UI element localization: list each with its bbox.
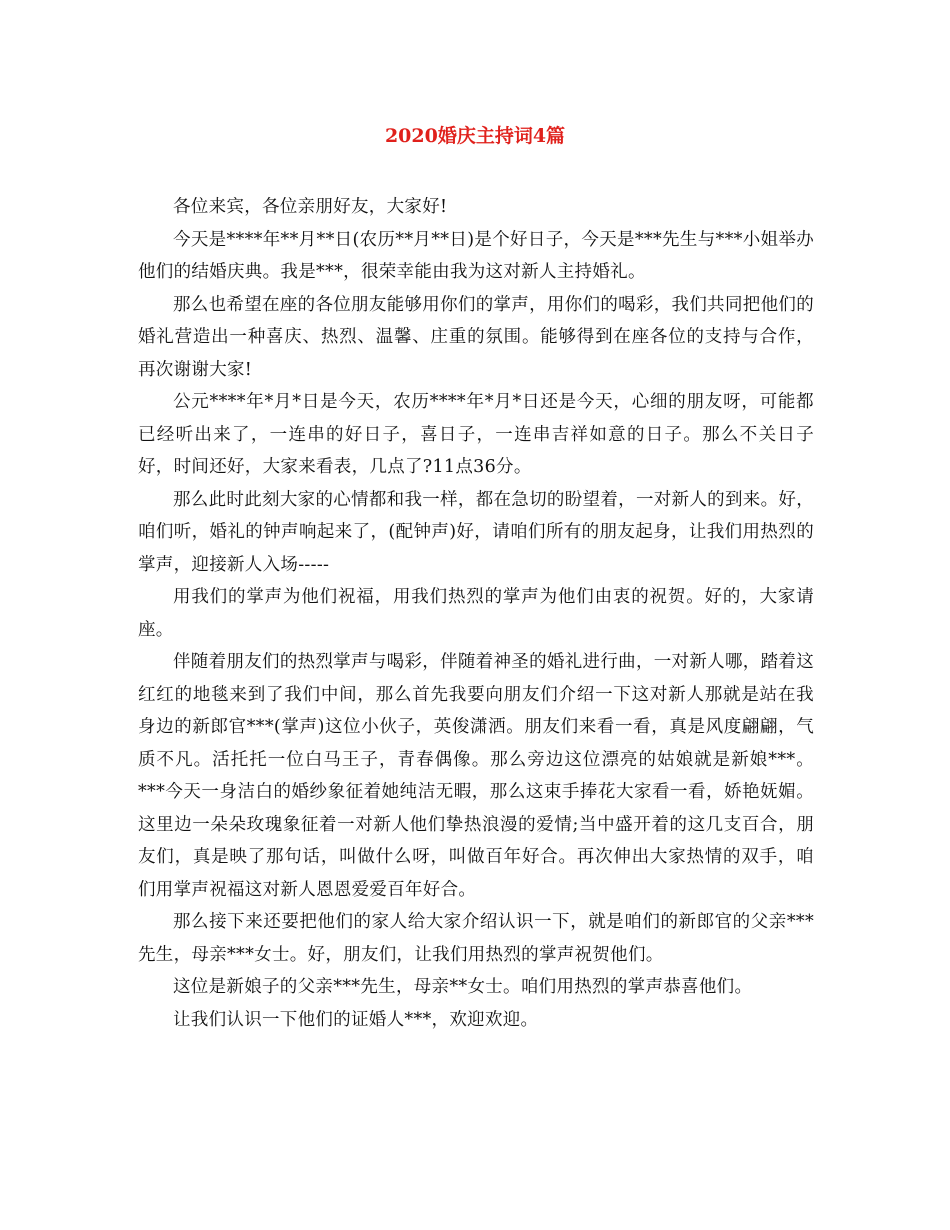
paragraph: 今天是****年**月**日(农历**月**日)是个好日子，今天是***先生与***小姐举办他们的结婚庆典。我是***，很荣幸能由我为这对新人主持婚礼。 xyxy=(138,229,814,282)
document-body xyxy=(138,191,814,1036)
paragraph: 那么此时此刻大家的心情都和我一样，都在急切的盼望着，一对新人的到来。好，咱们听，婚礼的钟声响起来了，(配钟声)好，请咱们所有的朋友起身，让我们用热烈的掌声，迎接新人入场----- xyxy=(138,489,814,575)
paragraph: 用我们的掌声为他们祝福，用我们热烈的掌声为他们由衷的祝贺。好的，大家请座。 xyxy=(138,587,814,640)
paragraph: 各位来宾，各位亲朋好友，大家好! xyxy=(173,197,448,217)
paragraph: 这位是新娘子的父亲***先生，母亲**女士。咱们用热烈的掌声恭喜他们。 xyxy=(173,977,753,997)
document-title: 2020婚庆主持词4篇 xyxy=(384,125,566,147)
paragraph: 伴随着朋友们的热烈掌声与喝彩，伴随着神圣的婚礼进行曲，一对新人哪，踏着这红红的地毯来到了我们中间，那么首先我要向朋友们介绍一下这对新人那就是站在我身边的新郎官***(掌声)这位小伙子，英俊潇洒。朋友们来看一看，真是风度翩翩，气质不凡。活托托一位白马王子，青春偶像。那么旁边这位漂亮的姑娘就是新娘***。***今天一身洁白的婚纱象征着她纯洁无暇，那么这束手捧花大家看一看，娇艳妩媚。这里边一朵朵玫瑰象征着一对新人他们挚热浪漫的爱情;当中盛开着的这几支百合，朋友们，真是映了那句话，叫做什么呀，叫做百年好合。再次伸出大家热情的双手，咱们用掌声祝福这对新人恩恩爱爱百年好合。 xyxy=(138,652,814,900)
paragraph: 公元****年*月*日是今天，农历****年*月*日还是今天，心细的朋友呀，可能都已经听出来了，一连串的好日子，喜日子，一连串吉祥如意的日子。那么不关日子好，时间还好，大家来看表，几点了?11点36分。 xyxy=(138,392,814,477)
paragraph: 让我们认识一下他们的证婚人***，欢迎欢迎。 xyxy=(173,1009,539,1030)
paragraph: 那么也希望在座的各位朋友能够用你们的掌声，用你们的喝彩，我们共同把他们的婚礼营造出一种喜庆、热烈、温馨、庄重的氛围。能够得到在座各位的支持与合作，再次谢谢大家! xyxy=(138,294,814,380)
paragraph: 那么接下来还要把他们的家人给大家介绍认识一下，就是咱们的新郎官的父亲***先生，母亲***女士。好，朋友们，让我们用热烈的掌声祝贺他们。 xyxy=(138,912,814,965)
